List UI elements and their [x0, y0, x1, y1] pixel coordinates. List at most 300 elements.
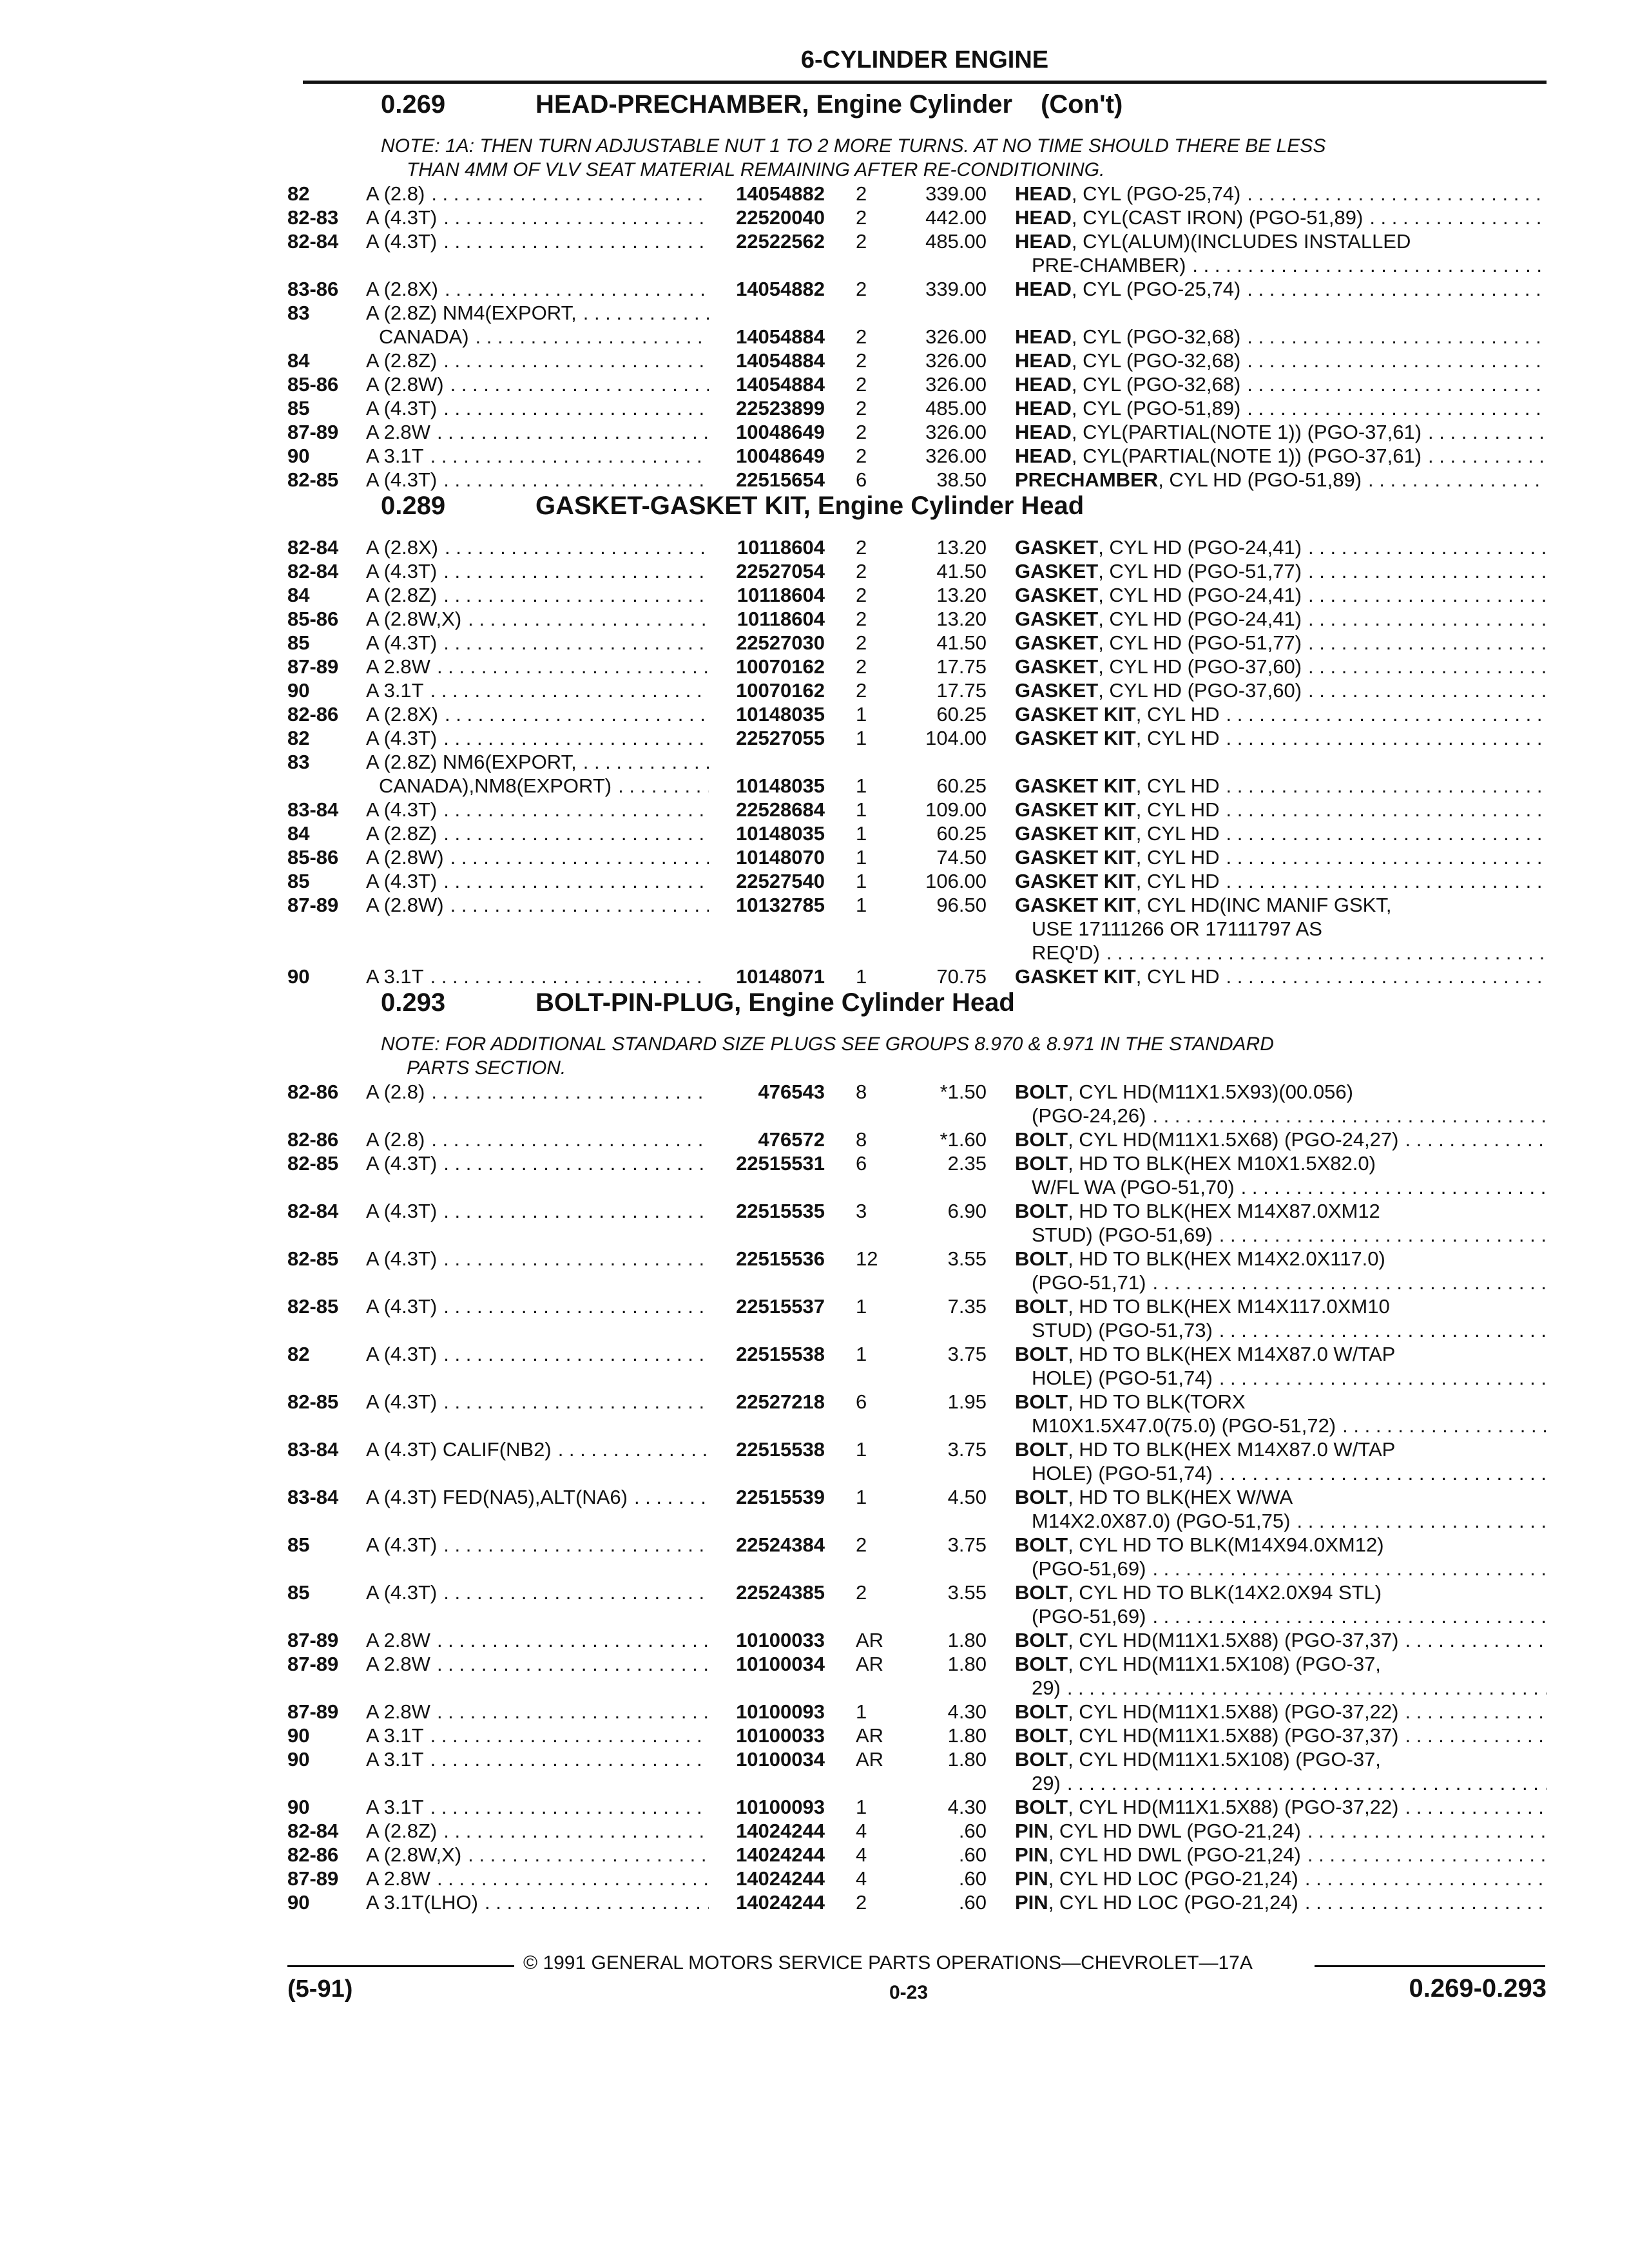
- description: [1015, 1485, 1547, 1533]
- model-year: 82-85: [287, 1295, 339, 1318]
- price: 60.25: [936, 774, 987, 797]
- description: [1015, 1294, 1547, 1342]
- table-row: [287, 182, 1547, 206]
- description-text: , CYL HD LOC (PGO-21,24): [1048, 1867, 1298, 1890]
- model-year: 87-89: [287, 894, 339, 916]
- engine-model: [366, 1437, 709, 1485]
- price: 339.00: [925, 182, 987, 205]
- engine-model: [366, 559, 709, 583]
- description-text: (PGO-51,71): [1032, 1271, 1146, 1294]
- item-name: PRECHAMBER: [1015, 468, 1159, 491]
- description-line: [1015, 372, 1547, 396]
- engine-model: [366, 869, 709, 893]
- price: 1.80: [947, 1724, 987, 1747]
- model-line: A 3.1T . . .: [366, 965, 709, 988]
- part-number: 22527030: [736, 631, 825, 654]
- description-text: (PGO-51,69): [1032, 1557, 1146, 1580]
- description-line: [1015, 325, 1547, 349]
- item-name: BOLT: [1015, 1438, 1068, 1461]
- part-number: 22524384: [736, 1533, 825, 1556]
- model-year: 82-84: [287, 230, 339, 253]
- model-line: A (4.3T) . . .: [366, 1390, 709, 1414]
- item-name: BOLT: [1015, 1152, 1068, 1175]
- quantity: 8: [856, 1081, 867, 1103]
- description: [1015, 1437, 1547, 1485]
- price: 3.75: [947, 1343, 987, 1365]
- description-line: [1015, 655, 1547, 678]
- model-line: A (2.8X) . . .: [366, 277, 709, 301]
- description-line: [1015, 420, 1547, 444]
- description-text: , HD TO BLK(HEX M10X1.5X82.0): [1068, 1152, 1376, 1175]
- engine-model: [366, 583, 709, 607]
- table-row: [287, 1199, 1547, 1247]
- model-line: A (2.8X) . . .: [366, 535, 709, 559]
- model-year: 85: [287, 631, 310, 654]
- description-text: M14X2.0X87.0) (PGO-51,75): [1032, 1510, 1291, 1532]
- quantity: 4: [856, 1820, 867, 1842]
- table-row: [287, 869, 1547, 893]
- part-number: 14054884: [736, 349, 825, 372]
- description-text: HOLE) (PGO-51,74): [1032, 1367, 1213, 1389]
- part-number: 22520040: [736, 206, 825, 229]
- description-line: [1015, 1819, 1547, 1843]
- part-number: 10148035: [736, 822, 825, 845]
- item-name: HEAD: [1015, 445, 1072, 467]
- quantity: 1: [856, 798, 867, 821]
- description: [1015, 396, 1547, 420]
- section-note: NOTE: 1A: THEN TURN ADJUSTABLE NUT 1 TO 2 MORE TURNS. AT NO TIME SHOULD THERE BE LESS: [381, 135, 1326, 157]
- engine-model: [366, 1390, 709, 1437]
- item-name: HEAD: [1015, 373, 1072, 396]
- quantity: 2: [856, 278, 867, 300]
- table-row: [287, 1700, 1547, 1724]
- description-text: , CYL HD (PGO-51,77): [1098, 560, 1302, 582]
- description-line: [1015, 941, 1547, 965]
- price: 13.20: [936, 608, 987, 630]
- description-line: [1015, 678, 1547, 702]
- description-line: [1015, 1581, 1547, 1604]
- table-row: [287, 702, 1547, 726]
- description-text: (PGO-51,69): [1032, 1605, 1146, 1628]
- table-row: [287, 1890, 1547, 1914]
- catalog-content: [287, 90, 1547, 1914]
- item-name: GASKET: [1015, 608, 1099, 630]
- model-line: A (4.3T) . . .: [366, 1533, 709, 1557]
- model-line: A (4.3T) . . .: [366, 1151, 709, 1175]
- description-text: , CYL HD (PGO-37,60): [1098, 679, 1302, 702]
- engine-model: [366, 1890, 709, 1914]
- quantity: 1: [856, 703, 867, 726]
- model-year: 82: [287, 727, 310, 749]
- model-year: 82: [287, 1343, 310, 1365]
- description: [1015, 1199, 1547, 1247]
- model-year: 87-89: [287, 421, 339, 443]
- engine-model: [366, 798, 709, 822]
- part-number: 22515535: [736, 1200, 825, 1222]
- part-number: 10070162: [736, 679, 825, 702]
- engine-model: [366, 750, 709, 798]
- model-year: 84: [287, 349, 310, 372]
- quantity: 2: [856, 397, 867, 419]
- description-line: [1015, 726, 1547, 750]
- price: 13.20: [936, 584, 987, 606]
- item-name: GASKET KIT: [1015, 703, 1136, 726]
- model-year: 83: [287, 751, 310, 773]
- model-line: A (4.3T) . . .: [366, 468, 709, 492]
- model-line: A (4.3T) . . .: [366, 1247, 709, 1271]
- section-note: THAN 4MM OF VLV SEAT MATERIAL REMAINING AFTER RE-CONDITIONING.: [407, 159, 1105, 180]
- engine-model: [366, 301, 709, 349]
- description: [1015, 444, 1547, 468]
- item-name: HEAD: [1015, 421, 1072, 443]
- item-name: HEAD: [1015, 325, 1072, 348]
- model-line: A 2.8W . . .: [366, 1867, 709, 1890]
- description: [1015, 277, 1547, 301]
- engine-model: [366, 1700, 709, 1724]
- description: [1015, 822, 1547, 845]
- model-year: 87-89: [287, 655, 339, 678]
- table-row: [287, 1724, 1547, 1747]
- description-line: [1015, 1271, 1547, 1294]
- part-number: 14054882: [736, 182, 825, 205]
- description-text: USE 17111266 OR 17111797 AS: [1032, 918, 1322, 940]
- model-year: 82-84: [287, 1200, 339, 1222]
- model-line: A (4.3T) . . .: [366, 559, 709, 583]
- quantity: 2: [856, 536, 867, 559]
- model-line: A (2.8Z) . . .: [366, 349, 709, 372]
- section-number: 0.289: [381, 492, 446, 520]
- description-line: [1015, 1890, 1547, 1914]
- part-number: 10100033: [736, 1724, 825, 1747]
- description-text: , CYL (PGO-25,74): [1071, 182, 1241, 205]
- description-text: , CYL (PGO-32,68): [1071, 349, 1241, 372]
- quantity: 2: [856, 206, 867, 229]
- description-text: , CYL HD(M11X1.5X88) (PGO-37,22): [1068, 1796, 1399, 1818]
- model-year: 84: [287, 822, 310, 845]
- item-name: BOLT: [1015, 1295, 1068, 1318]
- model-year: 82-86: [287, 1843, 339, 1866]
- description-text: STUD) (PGO-51,69): [1032, 1224, 1213, 1246]
- description-line: [1015, 1366, 1547, 1390]
- model-year: 90: [287, 679, 310, 702]
- table-row: [287, 206, 1547, 229]
- part-number: 22515538: [736, 1438, 825, 1461]
- quantity: 12: [856, 1247, 878, 1270]
- description: [1015, 1533, 1547, 1581]
- price: 1.80: [947, 1748, 987, 1771]
- description: [1015, 468, 1547, 492]
- price: 326.00: [925, 349, 987, 372]
- table-row: [287, 1652, 1547, 1700]
- description-text: , CYL(PARTIAL(NOTE 1)) (PGO-37,61): [1071, 445, 1422, 467]
- table-row: [287, 726, 1547, 750]
- quantity: AR: [856, 1748, 884, 1771]
- quantity: 4: [856, 1843, 867, 1866]
- description-text: , HD TO BLK(HEX M14X87.0XM12: [1068, 1200, 1380, 1222]
- engine-model: [366, 1843, 709, 1867]
- description-line: [1015, 1390, 1547, 1414]
- description-line: [1015, 1318, 1547, 1342]
- description: [1015, 607, 1547, 631]
- description-line: [1015, 1604, 1547, 1628]
- description: [1015, 1843, 1547, 1867]
- price: 17.75: [936, 655, 987, 678]
- price: 106.00: [925, 870, 987, 892]
- description: [1015, 583, 1547, 607]
- table-row: [287, 468, 1547, 492]
- description-line: [1015, 349, 1547, 372]
- quantity: 1: [856, 1796, 867, 1818]
- description-text: , CYL HD LOC (PGO-21,24): [1048, 1891, 1298, 1914]
- description-line: [1015, 1724, 1547, 1747]
- item-name: PIN: [1015, 1891, 1048, 1914]
- footer-date-code: (5-91): [287, 1975, 353, 2003]
- engine-model: [366, 1652, 709, 1700]
- table-row: [287, 420, 1547, 444]
- description: [1015, 726, 1547, 750]
- model-year: 82: [287, 182, 310, 205]
- table-row: [287, 583, 1547, 607]
- model-year: 90: [287, 1796, 310, 1818]
- description: [1015, 1247, 1547, 1294]
- table-row: [287, 1747, 1547, 1795]
- description: [1015, 798, 1547, 822]
- description-line: [1015, 869, 1547, 893]
- item-name: GASKET KIT: [1015, 846, 1136, 869]
- description-line: [1015, 1485, 1547, 1509]
- description: [1015, 1342, 1547, 1390]
- description: [1015, 1795, 1547, 1819]
- engine-model: [366, 1819, 709, 1843]
- description-line: [1015, 444, 1547, 468]
- model-year: 83-84: [287, 1486, 339, 1508]
- description-line: [1015, 1628, 1547, 1652]
- item-name: GASKET KIT: [1015, 798, 1136, 821]
- item-name: BOLT: [1015, 1653, 1068, 1675]
- description: [1015, 1890, 1547, 1914]
- part-number: 22515654: [736, 468, 825, 491]
- description-line: [1015, 1509, 1547, 1533]
- engine-model: [366, 1747, 709, 1795]
- item-name: PIN: [1015, 1843, 1048, 1866]
- table-row: [287, 1390, 1547, 1437]
- part-number: 14054884: [736, 325, 825, 348]
- item-name: HEAD: [1015, 182, 1072, 205]
- model-year: 85-86: [287, 846, 339, 869]
- part-number: 10070162: [736, 655, 825, 678]
- description-text: , HD TO BLK(HEX M14X117.0XM10: [1068, 1295, 1390, 1318]
- item-name: BOLT: [1015, 1581, 1068, 1604]
- price: 485.00: [925, 397, 987, 419]
- quantity: 4: [856, 1867, 867, 1890]
- model-line: A (4.3T) . . .: [366, 1294, 709, 1318]
- description-text: , CYL HD(M11X1.5X88) (PGO-37,37): [1068, 1724, 1399, 1747]
- description: [1015, 1581, 1547, 1628]
- model-line: A (4.3T) CALIF(NB2) . . .: [366, 1437, 709, 1461]
- quantity: 3: [856, 1200, 867, 1222]
- price: 442.00: [925, 206, 987, 229]
- model-year: 82-85: [287, 468, 339, 491]
- model-line: A 3.1T(LHO) . . .: [366, 1890, 709, 1914]
- model-line: A (2.8W,X) . . .: [366, 607, 709, 631]
- part-number: 10132785: [736, 894, 825, 916]
- item-name: BOLT: [1015, 1748, 1068, 1771]
- part-number: 10100034: [736, 1748, 825, 1771]
- description-text: , HD TO BLK(HEX M14X87.0 W/TAP: [1068, 1343, 1396, 1365]
- description-line: [1015, 1843, 1547, 1867]
- part-number: 22527054: [736, 560, 825, 582]
- model-line: A 3.1T . . .: [366, 444, 709, 468]
- engine-model: [366, 396, 709, 420]
- description-line: [1015, 1175, 1547, 1199]
- description-line: [1015, 1151, 1547, 1175]
- price: 326.00: [925, 445, 987, 467]
- quantity: 2: [856, 325, 867, 348]
- model-line: A (4.3T) . . .: [366, 631, 709, 655]
- item-name: HEAD: [1015, 397, 1072, 419]
- description-line: [1015, 1771, 1547, 1795]
- page-title: 6-CYLINDER ENGINE: [800, 46, 1049, 73]
- part-number: 22527055: [736, 727, 825, 749]
- part-number: 10100033: [736, 1629, 825, 1651]
- price: 3.55: [947, 1247, 987, 1270]
- description-line: [1015, 965, 1547, 988]
- engine-model: [366, 349, 709, 372]
- description-text: , CYL HD: [1135, 870, 1220, 892]
- description: [1015, 1080, 1547, 1128]
- model-line: A (4.3T) . . .: [366, 229, 709, 253]
- engine-model: [366, 965, 709, 988]
- quantity: 1: [856, 965, 867, 988]
- description: [1015, 1724, 1547, 1747]
- item-name: GASKET KIT: [1015, 965, 1136, 988]
- price: 104.00: [925, 727, 987, 749]
- quantity: AR: [856, 1653, 884, 1675]
- description-text: HOLE) (PGO-51,74): [1032, 1462, 1213, 1485]
- model-line: A 2.8W . . .: [366, 1652, 709, 1676]
- table-row: [287, 1843, 1547, 1867]
- model-year: 82-85: [287, 1390, 339, 1413]
- description: [1015, 869, 1547, 893]
- table-row: [287, 301, 1547, 349]
- model-year: 87-89: [287, 1867, 339, 1890]
- model-line: A (2.8) . . .: [366, 1128, 709, 1151]
- description-text: , CYL HD (PGO-24,41): [1098, 584, 1302, 606]
- engine-model: [366, 893, 709, 965]
- description-line: [1015, 1461, 1547, 1485]
- table-row: [287, 1247, 1547, 1294]
- description-text: (PGO-24,26): [1032, 1104, 1146, 1127]
- table-row: [287, 1819, 1547, 1843]
- description-line: [1015, 1223, 1547, 1247]
- item-name: BOLT: [1015, 1081, 1068, 1103]
- model-line: A (4.3T) . . .: [366, 1199, 709, 1223]
- description: [1015, 965, 1547, 988]
- price: 3.75: [947, 1533, 987, 1556]
- engine-model: [366, 1294, 709, 1342]
- section-note: NOTE: FOR ADDITIONAL STANDARD SIZE PLUGS SEE GROUPS 8.970 & 8.971 IN THE STANDARD: [381, 1033, 1274, 1055]
- engine-model: [366, 1867, 709, 1890]
- description-line: [1015, 1294, 1547, 1318]
- section-heading: [287, 492, 1547, 535]
- table-row: [287, 229, 1547, 277]
- description-text: , CYL HD TO BLK(14X2.0X94 STL): [1068, 1581, 1382, 1604]
- quantity: AR: [856, 1724, 884, 1747]
- part-number: 10118604: [737, 536, 825, 559]
- engine-model: [366, 822, 709, 845]
- description-text: , HD TO BLK(HEX M14X87.0 W/TAP: [1068, 1438, 1396, 1461]
- quantity: 2: [856, 445, 867, 467]
- table-row: [287, 893, 1547, 965]
- table-row: [287, 535, 1547, 559]
- description: [1015, 1652, 1547, 1700]
- description: [1015, 1700, 1547, 1724]
- part-number: 22515531: [736, 1152, 825, 1175]
- description-line: [1015, 468, 1547, 492]
- description-line: [1015, 702, 1547, 726]
- description-line: [1015, 1795, 1547, 1819]
- description-text: , HD TO BLK(TORX: [1068, 1390, 1246, 1413]
- model-line: A (2.8W) . . .: [366, 372, 709, 396]
- footer-copyright: © 1991 GENERAL MOTORS SERVICE PARTS OPERATIONS—CHEVROLET—17A: [523, 1952, 1253, 1974]
- description-text: 29): [1032, 1772, 1061, 1794]
- price: *1.50: [940, 1081, 987, 1103]
- model-year: 90: [287, 1748, 310, 1771]
- description-line: [1015, 845, 1547, 869]
- part-number: 14024244: [736, 1843, 825, 1866]
- description-line: [1015, 1128, 1547, 1151]
- model-line: A (2.8Z) . . .: [366, 1819, 709, 1843]
- description-line: [1015, 396, 1547, 420]
- description-text: , CYL HD DWL (PGO-21,24): [1048, 1820, 1301, 1842]
- part-number: 14054882: [736, 278, 825, 300]
- model-year: 90: [287, 965, 310, 988]
- price: 109.00: [925, 798, 987, 821]
- description: [1015, 893, 1547, 965]
- model-year: 82-86: [287, 1081, 339, 1103]
- model-line: A 2.8W . . .: [366, 655, 709, 678]
- item-name: GASKET: [1015, 560, 1099, 582]
- description-text: , CYL (PGO-25,74): [1071, 278, 1241, 300]
- engine-model: [366, 702, 709, 726]
- item-name: HEAD: [1015, 278, 1072, 300]
- quantity: 2: [856, 373, 867, 396]
- model-year: 82-85: [287, 1247, 339, 1270]
- table-row: [287, 1128, 1547, 1151]
- item-name: BOLT: [1015, 1533, 1068, 1556]
- description-text: , CYL HD(M11X1.5X93)(00.056): [1068, 1081, 1353, 1103]
- model-year: 85-86: [287, 608, 339, 630]
- item-name: BOLT: [1015, 1629, 1068, 1651]
- price: 60.25: [936, 822, 987, 845]
- engine-model: [366, 726, 709, 750]
- price: 4.50: [947, 1486, 987, 1508]
- quantity: 2: [856, 1891, 867, 1914]
- quantity: 1: [856, 1438, 867, 1461]
- model-year: 84: [287, 584, 310, 606]
- engine-model: [366, 372, 709, 396]
- engine-model: [366, 1581, 709, 1628]
- part-number: 14054884: [736, 373, 825, 396]
- price: 74.50: [936, 846, 987, 869]
- description-text: , CYL HD(M11X1.5X108) (PGO-37,: [1068, 1748, 1381, 1771]
- price: 96.50: [936, 894, 987, 916]
- description-line: [1015, 1652, 1547, 1676]
- model-year: 82-84: [287, 560, 339, 582]
- model-line: A (2.8Z) NM4(EXPORT, . . .: [366, 301, 709, 325]
- table-row: [287, 678, 1547, 702]
- item-name: PIN: [1015, 1820, 1048, 1842]
